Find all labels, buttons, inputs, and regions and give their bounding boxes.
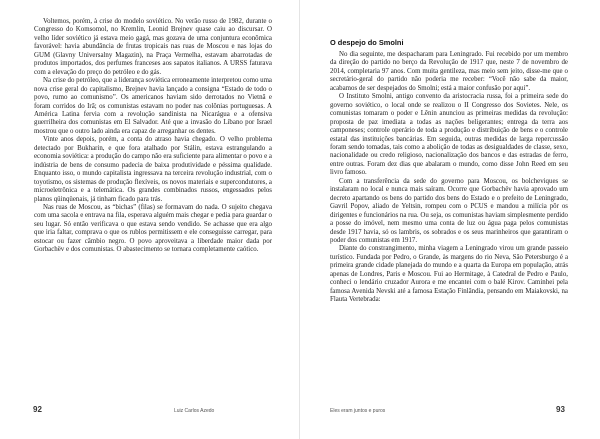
running-head-right: Eles eram juntos e puros <box>330 408 386 414</box>
section-heading: O despejo do Smolni <box>330 38 404 47</box>
right-page <box>300 0 600 439</box>
page-number-left: 92 <box>33 405 42 414</box>
page-number-right: 93 <box>556 405 565 414</box>
paragraph: No dia seguinte, me despacharam para Leningrado. Fui recebido por um membro da direção do partido no berço da Revolução de 1917 que, neste 7 de novembro de 2014, completaria 97 anos. Com muita gentileza, mas meio sem jeito, disse-me que o secretário-geral do partido não poderia me receber: “Você não sabe da maior, acabamos de ser despejados do Smolni; está a maior confusão por aqui”. <box>330 51 568 92</box>
paragraph: Voltemos, porém, à crise do modelo soviético. No verão russo de 1982, durante o Congresso do Komsomol, no Kremlin, Leonid Brejnev quase caiu ao discursar. O velho líder soviético já estava meio gagá, mas gozava de uma conjuntura econômica favorável: havia abundância de frutas tropicais nas ruas de Moscou e nas lojas do GUM (Glavny Universalny Magazin), na Praça Vermelha, estavam abarrotadas de produtos importados, dos perfumes franceses aos sapatos italianos. A URSS faturava com a elevação do preço do petróleo e do gás. <box>34 18 272 76</box>
paragraph: O Instituto Smolni, antigo convento da aristocracia russa, foi a primeira sede do governo soviético, o local onde se realizou o II Congresso dos Sovietes. Nele, os comunistas tomaram o poder e Lênin anunciou as primeiras medidas da revolução: proposta de paz imediata a todas as nações beligerantes; entrega da terra aos camponeses; controle operário de toda a produção e distribuição de bens e o controle estatal das instituições bancárias. Em seguida, outras medidas de larga repercussão foram sendo tomadas, tais como a abolição de todas as desigualdades de classe, sexo, nacionalidade ou credo religioso, nacionalização dos bancos e das estradas de ferro, entre outras. Foram dez dias que abalaram o mundo, como disse John Reed em seu livro famoso. <box>330 93 568 177</box>
right-text-column <box>330 18 568 305</box>
paragraph: Diante do constrangimento, minha viagem a Leningrado virou um grande passeio turístico. Fundada por Pedro, o Grande, às margens do rio Neva, São Petersburgo é a primeira grande cidade planejada do mundo e a quarta da Europa em população, atrás apenas de Londres, Paris e Moscou. Fui ao Hermitage, à Catedral de Pedro e Paulo, conheci o lendário cruzador Aurora e me encantei com o balé Kirov. Caminhei pela famosa Avenida Nevski até a famosa Estação Finlândia, pensando em Maiakovski, na Flauta Vertebrada: <box>330 245 568 304</box>
left-text-column <box>34 18 272 255</box>
paragraph: Nas ruas de Moscou, as “bichas” (filas) se formavam do nada. O sujeito chegava com uma sacola e entrava na fila, esperava alguém mais chegar e pedia para guardar o seu lugar. Só então verificava o que estava sendo vendido. Se achasse que era algo que iria faltar, comprava o que os rublos permitissem e ele conseguisse carregar, para estocar ou fazer câmbio negro. O povo aproveitava a liberdade maior dada por Gorbachëv e dos comunistas. O abastecimento se tornara completamente caótico. <box>34 203 272 254</box>
running-head-left: Luiz Carlos Azedo <box>174 408 215 414</box>
paragraph: Na crise do petróleo, que a liderança soviética erroneamente interpretou como uma nova crise geral do capitalismo, Brejnev havia lançado a consigna “Estado de todo o povo, rumo ao comunismo”. Os americanos haviam sido derrotados no Vietnã e foram corridos do Irã; os comunistas estavam no poder nas colônias portuguesas. A América Latina fervia com a revolução sandinista na Nicarágua e a ofensiva guerrilheira dos comunistas em El Salvador. Até que a invasão do Líbano por Israel mostrou que o outro lado ainda era capaz de arreganhar os dentes. <box>34 77 272 135</box>
paragraph: Vinte anos depois, porém, a conta do atraso havia chegado. O velho problema detectado por Bukharin, e que fora atalhado por Stálin, estava estrangulando a economia soviética: a produção do campo não era suficiente para alimentar o povo e a indústria de bens de consumo padecia de baixa produtividade e péssima qualidade. Enquanto isso, o mundo capitalista ingressava na terceira revolução industrial, com o toyotismo, os sistemas de produção flexíveis, os novos materiais e supercondutores, a microeletrônica e a telemática. Os grandes combinados russos, engessados pelos planos qüinqüenais, já tinham ficado para trás. <box>34 136 272 203</box>
paragraph: Com a transferência da sede do governo para Moscou, os bolcheviques se instalaram no local e nunca mais saíram. Ocorre que Gorbachëv havia aprovado um decreto apartando os bens do partido dos bens do Estado e o prefeito de Leningrado, Gavril Popov, aliado de Yeltsin, rompeu com o PCUS e mandou a milícia pôr os dirigentes e funcionários na rua. Ou seja, os comunistas haviam simplesmente perdido a posse do imóvel, nem mesmo uma conta de luz ou água paga pelos comunistas desde 1917 havia, só os lambris, os sobrados e os seus marinheiros que garantiram o poder dos comunistas em 1917. <box>330 177 568 244</box>
